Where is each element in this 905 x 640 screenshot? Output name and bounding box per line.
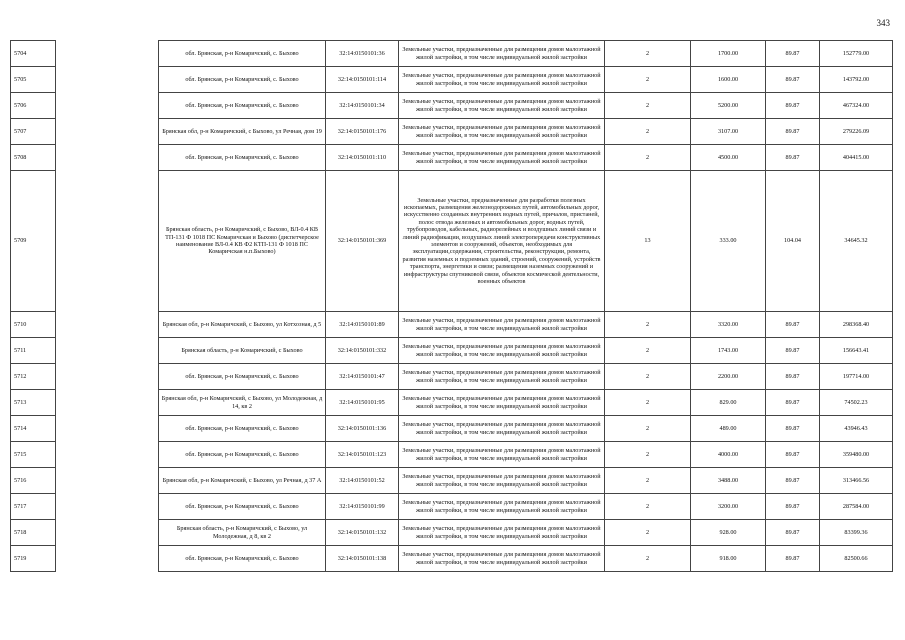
row-number-cell: 5713 <box>11 390 56 416</box>
rate-cell: 89.87 <box>766 520 820 546</box>
group-cell: 2 <box>605 494 691 520</box>
land-purpose-cell: Земельные участки, предназначенные для размещения домов малоэтажной жилой застройки, в том числе индивидуальной жилой застройки <box>399 364 605 390</box>
group-cell: 2 <box>605 468 691 494</box>
table-row <box>11 338 893 364</box>
group-cell: 2 <box>605 93 691 119</box>
table-row <box>11 41 893 67</box>
cadastral-value-table <box>10 40 893 572</box>
row-number-cell: 5709 <box>11 171 56 312</box>
empty-cell <box>56 390 159 416</box>
row-number-cell: 5704 <box>11 41 56 67</box>
empty-cell <box>56 312 159 338</box>
address-cell: обл. Брянская, р-н Комаричский, с. Быхово <box>159 442 326 468</box>
row-number-cell: 5712 <box>11 364 56 390</box>
table-row <box>11 67 893 93</box>
rate-cell: 89.87 <box>766 546 820 572</box>
row-number-cell: 5718 <box>11 520 56 546</box>
empty-cell <box>56 145 159 171</box>
address-cell: обл. Брянская, р-н Комаричский, с. Быхово <box>159 546 326 572</box>
empty-cell <box>56 41 159 67</box>
row-number-cell: 5707 <box>11 119 56 145</box>
area-cell: 1600.00 <box>691 67 766 93</box>
area-cell: 829.00 <box>691 390 766 416</box>
cadastral-value-cell: 143792.00 <box>820 67 893 93</box>
table-row <box>11 312 893 338</box>
group-cell: 2 <box>605 145 691 171</box>
table-row <box>11 416 893 442</box>
row-number-cell: 5717 <box>11 494 56 520</box>
address-cell: обл. Брянская, р-н Комаричский, с. Быхово <box>159 67 326 93</box>
cadastral-number-cell: 32:14:0150101:34 <box>326 93 399 119</box>
group-cell: 2 <box>605 67 691 93</box>
group-cell: 2 <box>605 41 691 67</box>
row-number-cell: 5719 <box>11 546 56 572</box>
cadastral-value-cell: 152779.00 <box>820 41 893 67</box>
rate-cell: 89.87 <box>766 312 820 338</box>
area-cell: 333.00 <box>691 171 766 312</box>
cadastral-value-cell: 197714.00 <box>820 364 893 390</box>
row-number-cell: 5715 <box>11 442 56 468</box>
row-number-cell: 5711 <box>11 338 56 364</box>
address-cell: обл. Брянская, р-н Комаричский, с. Быхово <box>159 145 326 171</box>
cadastral-value-cell: 287584.00 <box>820 494 893 520</box>
area-cell: 918.00 <box>691 546 766 572</box>
address-cell: Брянская область, р-н Комаричский, с Быхово, ул Молодежная, д 8, кв 2 <box>159 520 326 546</box>
group-cell: 2 <box>605 416 691 442</box>
area-cell: 928.00 <box>691 520 766 546</box>
empty-cell <box>56 93 159 119</box>
row-number-cell: 5716 <box>11 468 56 494</box>
group-cell: 2 <box>605 520 691 546</box>
land-purpose-cell: Земельные участки, предназначенные для размещения домов малоэтажной жилой застройки, в том числе индивидуальной жилой застройки <box>399 468 605 494</box>
address-cell: обл. Брянская, р-н Комаричский, с. Быхово <box>159 494 326 520</box>
address-cell: Брянская обл, р-н Комаричский, с Быхово, ул Котхозная, д 5 <box>159 312 326 338</box>
page-number: 343 <box>876 18 890 28</box>
address-cell: обл. Брянская, р-н Комаричский, с. Быхово <box>159 364 326 390</box>
rate-cell: 89.87 <box>766 416 820 442</box>
group-cell: 2 <box>605 364 691 390</box>
cadastral-value-cell: 156643.41 <box>820 338 893 364</box>
rate-cell: 89.87 <box>766 41 820 67</box>
table-row <box>11 494 893 520</box>
address-cell: Брянская обл, р-н Комаричский, с Быхово, ул Молодежная, д 14, кв 2 <box>159 390 326 416</box>
cadastral-value-cell: 404415.00 <box>820 145 893 171</box>
area-cell: 4500.00 <box>691 145 766 171</box>
land-purpose-cell: Земельные участки, предназначенные для размещения домов малоэтажной жилой застройки, в том числе индивидуальной жилой застройки <box>399 520 605 546</box>
address-cell: обл. Брянская, р-н Комаричский, с. Быхово <box>159 416 326 442</box>
area-cell: 3200.00 <box>691 494 766 520</box>
area-cell: 1700.00 <box>691 41 766 67</box>
address-cell: Брянская область, р-н Комаричский, с Быхово, ВЛ-0.4 КВ ТП-131 Ф 1018 ПС Комаричская и Быхово (диспетчерское наименование ВЛ-0.4 КВ Ф2 КТП-131 Ф 1018 ПС Комаричская н.п.Быхово) <box>159 171 326 312</box>
cadastral-value-cell: 298368.40 <box>820 312 893 338</box>
cadastral-number-cell: 32:14:0150101:52 <box>326 468 399 494</box>
empty-cell <box>56 494 159 520</box>
group-cell: 2 <box>605 390 691 416</box>
land-purpose-cell: Земельные участки, предназначенные для размещения домов малоэтажной жилой застройки, в том числе индивидуальной жилой застройки <box>399 119 605 145</box>
area-cell: 3320.00 <box>691 312 766 338</box>
land-purpose-cell: Земельные участки, предназначенные для размещения домов малоэтажной жилой застройки, в том числе индивидуальной жилой застройки <box>399 93 605 119</box>
cadastral-number-cell: 32:14:0150101:136 <box>326 416 399 442</box>
rate-cell: 104.04 <box>766 171 820 312</box>
cadastral-value-cell: 467324.00 <box>820 93 893 119</box>
empty-cell <box>56 468 159 494</box>
empty-cell <box>56 67 159 93</box>
group-cell: 2 <box>605 119 691 145</box>
cadastral-value-cell: 34645.32 <box>820 171 893 312</box>
cadastral-number-cell: 32:14:0150101:114 <box>326 67 399 93</box>
row-number-cell: 5708 <box>11 145 56 171</box>
cadastral-number-cell: 32:14:0150101:89 <box>326 312 399 338</box>
cadastral-number-cell: 32:14:0150101:132 <box>326 520 399 546</box>
cadastral-number-cell: 32:14:0150101:176 <box>326 119 399 145</box>
cadastral-number-cell: 32:14:0150101:95 <box>326 390 399 416</box>
table-row <box>11 520 893 546</box>
land-purpose-cell: Земельные участки, предназначенные для размещения домов малоэтажной жилой застройки, в том числе индивидуальной жилой застройки <box>399 390 605 416</box>
land-purpose-cell: Земельные участки, предназначенные для размещения домов малоэтажной жилой застройки, в том числе индивидуальной жилой застройки <box>399 442 605 468</box>
cadastral-value-cell: 359480.00 <box>820 442 893 468</box>
table-row <box>11 171 893 312</box>
group-cell: 2 <box>605 546 691 572</box>
rate-cell: 89.87 <box>766 93 820 119</box>
land-purpose-cell: Земельные участки, предназначенные для размещения домов малоэтажной жилой застройки, в том числе индивидуальной жилой застройки <box>399 338 605 364</box>
cadastral-value-cell: 43946.43 <box>820 416 893 442</box>
empty-cell <box>56 338 159 364</box>
group-cell: 2 <box>605 312 691 338</box>
cadastral-value-cell: 313466.56 <box>820 468 893 494</box>
rate-cell: 89.87 <box>766 119 820 145</box>
address-cell: Брянская обл, р-н Комаричский, с Быхово, ул Речная, д 37 А <box>159 468 326 494</box>
rate-cell: 89.87 <box>766 364 820 390</box>
table-row <box>11 442 893 468</box>
address-cell: обл. Брянская, р-н Комаричский, с. Быхово <box>159 41 326 67</box>
table-row <box>11 93 893 119</box>
empty-cell <box>56 416 159 442</box>
address-cell: Брянская обл, р-н Комаричский, с Быхово, ул Речная, дом 19 <box>159 119 326 145</box>
land-purpose-cell: Земельные участки, предназначенные для размещения домов малоэтажной жилой застройки, в том числе индивидуальной жилой застройки <box>399 67 605 93</box>
area-cell: 4000.00 <box>691 442 766 468</box>
cadastral-number-cell: 32:14:0150101:138 <box>326 546 399 572</box>
group-cell: 2 <box>605 338 691 364</box>
rate-cell: 89.87 <box>766 67 820 93</box>
row-number-cell: 5706 <box>11 93 56 119</box>
table-row <box>11 546 893 572</box>
rate-cell: 89.87 <box>766 494 820 520</box>
table-row <box>11 364 893 390</box>
land-purpose-cell: Земельные участки, предназначенные для разработки полезных ископаемых, размещения железнодорожных путей, автомобильных дорог, искусственно созданных внутренних водных путей, причалов, пристаней, полос отвода железных и автомобильных дорог, водных путей, трубопроводов, кабельных, радиорелейных и воздушных линий связи и линий радиофикации, воздушных линий электропередачи конструктивных элементов и сооружений, объектов, необходимых для эксплуатации,содержания, строительства, реконструкции, ремонта, развития наземных и подземных зданий, строений, сооружений, устройств транспорта, энергетики и связи; размещения наземных сооружений и инфраструктуры спутниковой связи, объектов космической деятельности, военных объектов <box>399 171 605 312</box>
cadastral-number-cell: 32:14:0150101:123 <box>326 442 399 468</box>
land-purpose-cell: Земельные участки, предназначенные для размещения домов малоэтажной жилой застройки, в том числе индивидуальной жилой застройки <box>399 41 605 67</box>
land-purpose-cell: Земельные участки, предназначенные для размещения домов малоэтажной жилой застройки, в том числе индивидуальной жилой застройки <box>399 312 605 338</box>
row-number-cell: 5705 <box>11 67 56 93</box>
group-cell: 2 <box>605 442 691 468</box>
row-number-cell: 5710 <box>11 312 56 338</box>
rate-cell: 89.87 <box>766 145 820 171</box>
cadastral-value-cell: 279226.09 <box>820 119 893 145</box>
cadastral-number-cell: 32:14:0150101:369 <box>326 171 399 312</box>
table-row <box>11 468 893 494</box>
area-cell: 489.00 <box>691 416 766 442</box>
table-row <box>11 390 893 416</box>
cadastral-number-cell: 32:14:0150101:99 <box>326 494 399 520</box>
address-cell: обл. Брянская, р-н Комаричский, с. Быхово <box>159 93 326 119</box>
area-cell: 1743.00 <box>691 338 766 364</box>
cadastral-number-cell: 32:14:0150101:36 <box>326 41 399 67</box>
rate-cell: 89.87 <box>766 442 820 468</box>
cadastral-value-cell: 74502.23 <box>820 390 893 416</box>
land-purpose-cell: Земельные участки, предназначенные для размещения домов малоэтажной жилой застройки, в том числе индивидуальной жилой застройки <box>399 546 605 572</box>
rate-cell: 89.87 <box>766 390 820 416</box>
cadastral-value-cell: 82500.66 <box>820 546 893 572</box>
cadastral-number-cell: 32:14:0150101:110 <box>326 145 399 171</box>
table-row <box>11 145 893 171</box>
table-body <box>11 41 893 572</box>
empty-cell <box>56 171 159 312</box>
area-cell: 2200.00 <box>691 364 766 390</box>
empty-cell <box>56 364 159 390</box>
rate-cell: 89.87 <box>766 338 820 364</box>
table-row <box>11 119 893 145</box>
empty-cell <box>56 119 159 145</box>
row-number-cell: 5714 <box>11 416 56 442</box>
group-cell: 13 <box>605 171 691 312</box>
land-purpose-cell: Земельные участки, предназначенные для размещения домов малоэтажной жилой застройки, в том числе индивидуальной жилой застройки <box>399 416 605 442</box>
empty-cell <box>56 520 159 546</box>
cadastral-number-cell: 32:14:0150101:47 <box>326 364 399 390</box>
cadastral-value-cell: 83399.36 <box>820 520 893 546</box>
empty-cell <box>56 442 159 468</box>
land-purpose-cell: Земельные участки, предназначенные для размещения домов малоэтажной жилой застройки, в том числе индивидуальной жилой застройки <box>399 494 605 520</box>
land-purpose-cell: Земельные участки, предназначенные для размещения домов малоэтажной жилой застройки, в том числе индивидуальной жилой застройки <box>399 145 605 171</box>
cadastral-number-cell: 32:14:0150101:332 <box>326 338 399 364</box>
area-cell: 5200.00 <box>691 93 766 119</box>
area-cell: 3107.00 <box>691 119 766 145</box>
empty-cell <box>56 546 159 572</box>
area-cell: 3488.00 <box>691 468 766 494</box>
rate-cell: 89.87 <box>766 468 820 494</box>
address-cell: Брянская область, р-н Комаричский, с Быхово <box>159 338 326 364</box>
